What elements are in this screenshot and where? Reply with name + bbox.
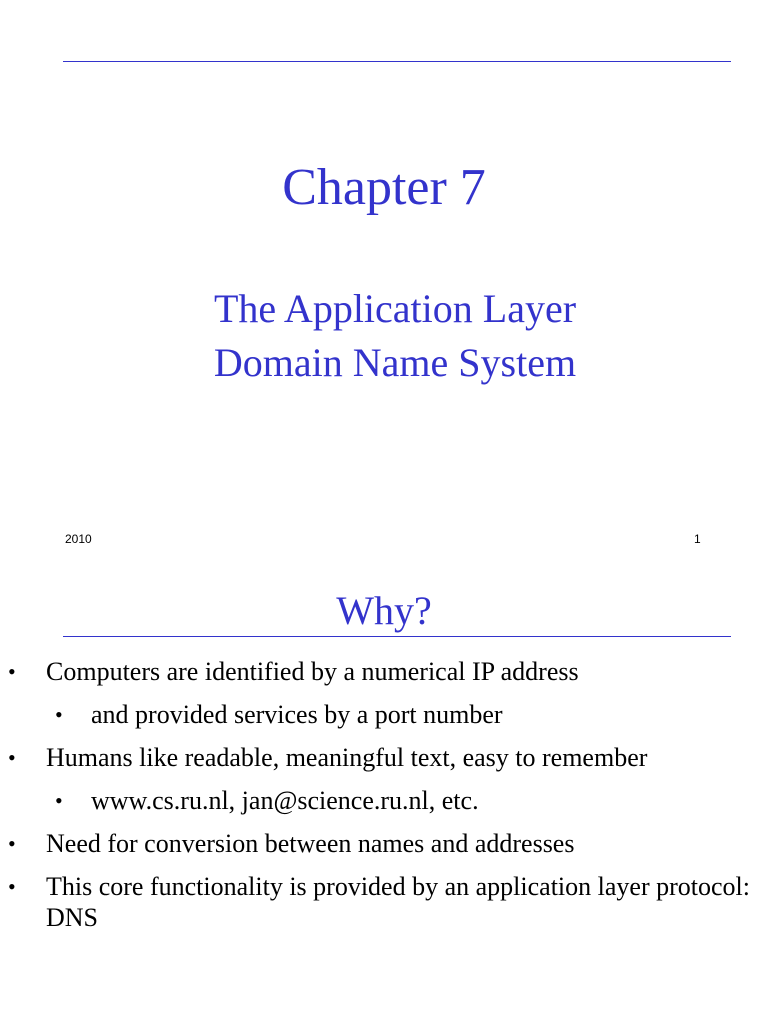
- bullet-text: Humans like readable, meaningful text, easy to remember: [46, 743, 648, 772]
- slide-title: Why?: [336, 588, 432, 633]
- bullet-text: and provided services by a port number: [91, 700, 503, 729]
- title-divider: [63, 636, 731, 637]
- chapter-subtitle: [0, 282, 768, 390]
- list-item: [0, 785, 768, 816]
- bullet-text: This core functionality is provided by an application layer protocol: DNS: [46, 872, 750, 932]
- list-item: [0, 828, 768, 859]
- bullet-text: www.cs.ru.nl, jan@science.ru.nl, etc.: [91, 786, 479, 815]
- chapter-title: Chapter 7: [282, 159, 486, 216]
- bullet-icon: •: [8, 659, 16, 684]
- footer-year: 2010: [65, 532, 92, 546]
- top-divider: [63, 61, 731, 62]
- bullet-list: [0, 656, 768, 933]
- list-item: [0, 656, 768, 687]
- bullet-icon: •: [55, 788, 63, 813]
- bullet-icon: •: [8, 745, 16, 770]
- subtitle-line-1: The Application Layer: [213, 286, 577, 331]
- list-item: [0, 871, 768, 933]
- bullet-icon: •: [8, 874, 16, 899]
- subtitle-line-2: Domain Name System: [213, 340, 577, 385]
- list-item: [0, 742, 768, 773]
- bullet-text: Computers are identified by a numerical IP address: [46, 657, 579, 686]
- bullet-text: Need for conversion between names and addresses: [46, 829, 575, 858]
- list-item: [0, 699, 768, 730]
- bullet-icon: •: [8, 831, 16, 856]
- footer-page-number: 1: [694, 532, 701, 546]
- bullet-icon: •: [55, 702, 63, 727]
